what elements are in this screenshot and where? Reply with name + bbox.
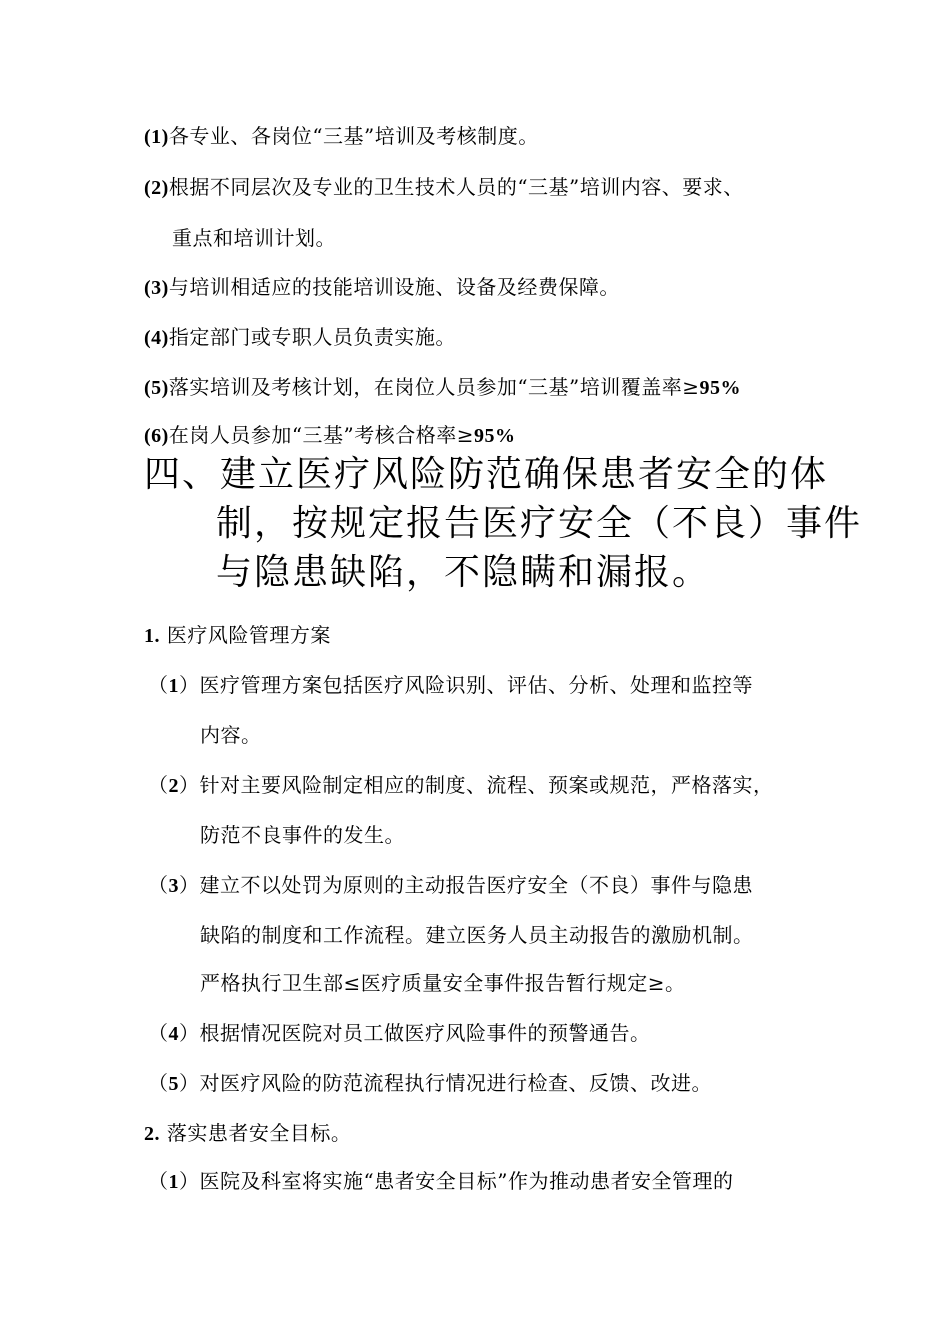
item-text: 重点和培训计划。 [172, 226, 336, 250]
item-close-paren: ） [179, 1169, 200, 1193]
item-percent: 95% [474, 425, 516, 447]
item-text: 各专业、各岗位“三基”培训及考核制度。 [168, 124, 539, 148]
list-item [144, 123, 539, 150]
subsection-number: 1. [144, 625, 160, 647]
item-text: 针对主要风险制定相应的制度、流程、预案或规范，严格落实， [199, 773, 774, 797]
item-number: (4) [144, 327, 169, 349]
section-heading-line-1: 四、建立医疗风险防范确保患者安全的体 [144, 454, 829, 495]
subsection-title [144, 1120, 351, 1147]
item-number: 1 [168, 675, 179, 697]
list-item [148, 1070, 712, 1097]
item-text: 落实培训及考核计划，在岗位人员参加“三基”培训覆盖率≥ [168, 375, 700, 399]
item-text: 根据情况医院对员工做医疗风险事件的预警通告。 [199, 1021, 651, 1045]
item-open-paren: （ [148, 773, 169, 797]
list-item-continuation [172, 225, 336, 251]
list-item [148, 672, 753, 699]
section-heading-line-3: 与隐患缺陷，不隐瞒和漏报。 [216, 552, 711, 593]
item-close-paren: ） [179, 773, 200, 797]
subsection-number: 2. [144, 1123, 160, 1145]
item-percent: 95% [699, 377, 742, 399]
item-close-paren: ） [179, 873, 200, 897]
list-item-continuation: 严格执行卫生部≤医疗质量安全事件报告暂行规定≥。 [200, 971, 686, 995]
subsection-title [144, 622, 331, 649]
list-item-continuation: 内容。 [200, 723, 262, 747]
subsection-title-text: 医疗风险管理方案 [166, 623, 331, 647]
item-open-paren: （ [148, 1169, 169, 1193]
item-text: 医院及科室将实施“患者安全目标”作为推动患者安全管理的 [199, 1169, 734, 1193]
item-open-paren: （ [148, 673, 169, 697]
list-item-continuation: 防范不良事件的发生。 [200, 823, 405, 847]
item-number: (3) [144, 277, 169, 299]
subsection-title-text: 落实患者安全目标。 [166, 1121, 352, 1145]
item-number: 5 [168, 1073, 179, 1095]
item-number: 3 [168, 875, 179, 897]
item-text: 在岗人员参加“三基”考核合格率≥ [168, 423, 475, 447]
list-item [144, 422, 516, 449]
item-close-paren: ） [179, 1021, 200, 1045]
item-text: 建立不以处罚为原则的主动报告医疗安全（不良）事件与隐患 [199, 873, 753, 897]
item-close-paren: ） [179, 1071, 200, 1095]
item-text: 医疗管理方案包括医疗风险识别、评估、分析、处理和监控等 [199, 673, 753, 697]
item-text: 对医疗风险的防范流程执行情况进行检查、反馈、改进。 [199, 1071, 712, 1095]
item-open-paren: （ [148, 1021, 169, 1045]
list-item [148, 1168, 733, 1195]
item-number: (6) [144, 425, 169, 447]
list-item [148, 872, 753, 899]
item-number: 2 [168, 775, 179, 797]
item-number: (5) [144, 377, 169, 399]
section-heading-line-2: 制，按规定报告医疗安全（不良）事件 [216, 503, 863, 544]
item-text: 与培训相适应的技能培训设施、设备及经费保障。 [168, 275, 620, 299]
item-close-paren: ） [179, 673, 200, 697]
list-item [144, 324, 456, 351]
list-item [144, 374, 741, 401]
item-open-paren: （ [148, 1071, 169, 1095]
list-item-continuation: 缺陷的制度和工作流程。建立医务人员主动报告的激励机制。 [200, 923, 754, 947]
item-number: (2) [144, 177, 169, 199]
list-item [144, 174, 744, 201]
item-open-paren: （ [148, 873, 169, 897]
item-text: 指定部门或专职人员负责实施。 [168, 325, 456, 349]
list-item [148, 1020, 651, 1047]
list-item [148, 772, 774, 799]
item-text: 根据不同层次及专业的卫生技术人员的“三基”培训内容、要求、 [168, 175, 744, 199]
item-number: 1 [168, 1171, 179, 1193]
list-item [144, 274, 620, 301]
item-number: (1) [144, 126, 169, 148]
item-number: 4 [168, 1023, 179, 1045]
